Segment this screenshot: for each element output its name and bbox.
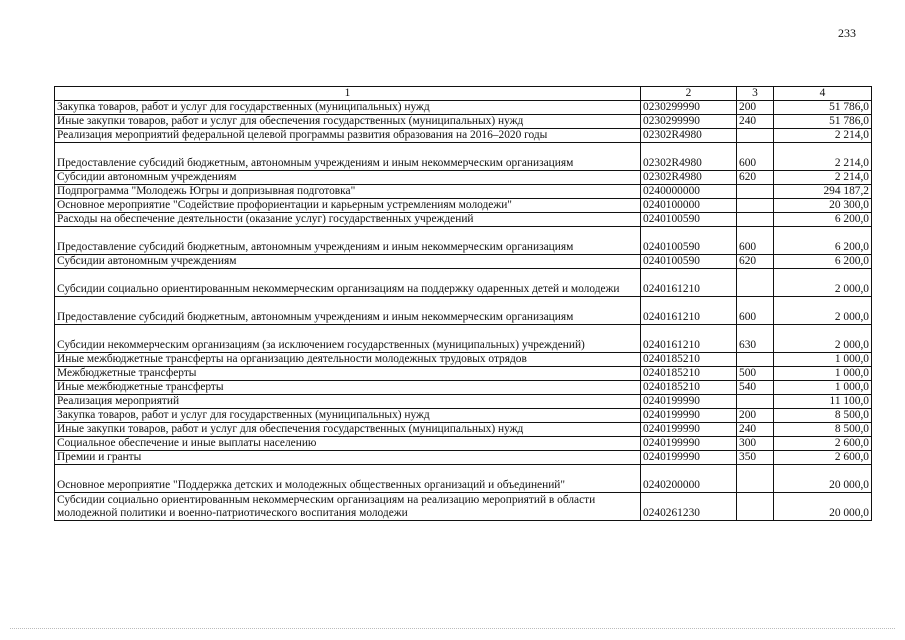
row-expense-type: 620 — [737, 170, 774, 184]
row-name: Основное мероприятие "Содействие профориентации и карьерным устремлениям молодежи" — [55, 198, 641, 212]
row-code: 0230299990 — [641, 114, 737, 128]
row-name: Межбюджетные трансферты — [55, 366, 641, 380]
row-expense-type — [737, 352, 774, 366]
row-amount: 51 786,0 — [774, 100, 872, 114]
row-amount: 2 214,0 — [774, 142, 872, 170]
table-row — [55, 128, 872, 142]
row-amount: 2 000,0 — [774, 268, 872, 296]
page-number: 233 — [838, 26, 856, 40]
row-expense-type: 200 — [737, 100, 774, 114]
row-code: 0240100590 — [641, 254, 737, 268]
table-row — [55, 296, 872, 324]
scan-artifact-line — [10, 628, 895, 629]
table-row — [55, 352, 872, 366]
column-header-4: 4 — [774, 87, 872, 101]
row-amount: 8 500,0 — [774, 408, 872, 422]
table-row — [55, 394, 872, 408]
row-amount: 8 500,0 — [774, 422, 872, 436]
table-row — [55, 366, 872, 380]
row-code: 0240185210 — [641, 352, 737, 366]
table-row — [55, 436, 872, 450]
row-name: Закупка товаров, работ и услуг для государственных (муниципальных) нужд — [55, 100, 641, 114]
table-row — [55, 198, 872, 212]
table-row — [55, 142, 872, 170]
column-header-1: 1 — [55, 87, 641, 101]
row-code: 0240161210 — [641, 324, 737, 352]
row-expense-type — [737, 128, 774, 142]
row-name: Субсидии автономным учреждениям — [55, 170, 641, 184]
row-code: 0240199990 — [641, 436, 737, 450]
row-code: 02302R4980 — [641, 170, 737, 184]
row-code: 0240261230 — [641, 492, 737, 520]
row-amount: 20 000,0 — [774, 492, 872, 520]
row-name: Иные закупки товаров, работ и услуг для обеспечения государственных (муниципальных) нужд — [55, 422, 641, 436]
table-row — [55, 184, 872, 198]
row-expense-type: 540 — [737, 380, 774, 394]
row-expense-type — [737, 198, 774, 212]
row-code: 0240185210 — [641, 380, 737, 394]
row-name: Премии и гранты — [55, 450, 641, 464]
row-code: 0240199990 — [641, 394, 737, 408]
row-name: Иные межбюджетные трансферты на организацию деятельности молодежных трудовых отрядов — [55, 352, 641, 366]
row-name: Предоставление субсидий бюджетным, автономным учреждениям и иным некоммерческим организациям — [55, 226, 641, 254]
row-amount: 6 200,0 — [774, 212, 872, 226]
row-code: 02302R4980 — [641, 128, 737, 142]
row-expense-type: 630 — [737, 324, 774, 352]
table-body — [55, 100, 872, 520]
row-name: Закупка товаров, работ и услуг для государственных (муниципальных) нужд — [55, 408, 641, 422]
row-amount: 11 100,0 — [774, 394, 872, 408]
row-code: 0240100000 — [641, 198, 737, 212]
row-expense-type: 620 — [737, 254, 774, 268]
row-amount: 2 600,0 — [774, 450, 872, 464]
table-row — [55, 492, 872, 520]
row-name: Основное мероприятие "Поддержка детских и молодежных общественных организаций и объединений" — [55, 464, 641, 492]
row-expense-type — [737, 184, 774, 198]
row-amount: 2 000,0 — [774, 324, 872, 352]
row-expense-type: 600 — [737, 226, 774, 254]
row-name: Иные межбюджетные трансферты — [55, 380, 641, 394]
table-row — [55, 226, 872, 254]
row-name: Субсидии автономным учреждениям — [55, 254, 641, 268]
row-code: 0240100590 — [641, 226, 737, 254]
row-name: Субсидии некоммерческим организациям (за исключением государственных (муниципальных) учреждений) — [55, 324, 641, 352]
row-name: Субсидии социально ориентированным некоммерческим организациям на поддержку одаренных детей и молодежи — [55, 268, 641, 296]
table-row — [55, 380, 872, 394]
table-row — [55, 254, 872, 268]
row-expense-type — [737, 268, 774, 296]
column-header-3: 3 — [737, 87, 774, 101]
row-code: 02302R4980 — [641, 142, 737, 170]
row-amount: 294 187,2 — [774, 184, 872, 198]
table-row — [55, 450, 872, 464]
row-amount: 6 200,0 — [774, 226, 872, 254]
table-row — [55, 464, 872, 492]
row-code: 0240161210 — [641, 296, 737, 324]
row-expense-type: 500 — [737, 366, 774, 380]
row-name: Подпрограмма "Молодежь Югры и допризывная подготовка" — [55, 184, 641, 198]
row-code: 0240199990 — [641, 408, 737, 422]
row-name: Предоставление субсидий бюджетным, автономным учреждениям и иным некоммерческим организациям — [55, 142, 641, 170]
row-expense-type: 200 — [737, 408, 774, 422]
row-expense-type: 600 — [737, 142, 774, 170]
row-name: Предоставление субсидий бюджетным, автономным учреждениям и иным некоммерческим организациям — [55, 296, 641, 324]
row-expense-type: 240 — [737, 114, 774, 128]
row-amount: 6 200,0 — [774, 254, 872, 268]
row-amount: 2 600,0 — [774, 436, 872, 450]
table-row — [55, 422, 872, 436]
row-expense-type: 240 — [737, 422, 774, 436]
row-name: Расходы на обеспечение деятельности (оказание услуг) государственных учреждений — [55, 212, 641, 226]
row-expense-type — [737, 394, 774, 408]
table-header-row — [55, 87, 872, 101]
table-row — [55, 268, 872, 296]
row-name: Иные закупки товаров, работ и услуг для обеспечения государственных (муниципальных) нужд — [55, 114, 641, 128]
row-expense-type: 600 — [737, 296, 774, 324]
table-row — [55, 212, 872, 226]
row-expense-type — [737, 464, 774, 492]
row-amount: 51 786,0 — [774, 114, 872, 128]
row-expense-type: 350 — [737, 450, 774, 464]
row-expense-type: 300 — [737, 436, 774, 450]
row-amount: 20 300,0 — [774, 198, 872, 212]
row-expense-type — [737, 212, 774, 226]
row-name: Реализация мероприятий федеральной целевой программы развития образования на 2016–2020 годы — [55, 128, 641, 142]
row-name: Социальное обеспечение и иные выплаты населению — [55, 436, 641, 450]
row-amount: 2 214,0 — [774, 170, 872, 184]
row-code: 0240199990 — [641, 450, 737, 464]
row-amount: 2 000,0 — [774, 296, 872, 324]
row-amount: 2 214,0 — [774, 128, 872, 142]
table-row — [55, 114, 872, 128]
budget-table — [54, 86, 872, 521]
row-expense-type — [737, 492, 774, 520]
table-row — [55, 324, 872, 352]
row-code: 0230299990 — [641, 100, 737, 114]
row-code: 0240200000 — [641, 464, 737, 492]
row-code: 0240185210 — [641, 366, 737, 380]
table-row — [55, 408, 872, 422]
row-amount: 1 000,0 — [774, 352, 872, 366]
row-amount: 20 000,0 — [774, 464, 872, 492]
row-amount: 1 000,0 — [774, 366, 872, 380]
row-amount: 1 000,0 — [774, 380, 872, 394]
row-name: Субсидии социально ориентированным некоммерческим организациям на реализацию мероприятий в области молодежной политики и военно-патриотического воспитания молодежи — [55, 492, 641, 520]
row-code: 0240199990 — [641, 422, 737, 436]
table-row — [55, 170, 872, 184]
row-code: 0240000000 — [641, 184, 737, 198]
row-name: Реализация мероприятий — [55, 394, 641, 408]
table-row — [55, 100, 872, 114]
row-code: 0240161210 — [641, 268, 737, 296]
column-header-2: 2 — [641, 87, 737, 101]
row-code: 0240100590 — [641, 212, 737, 226]
